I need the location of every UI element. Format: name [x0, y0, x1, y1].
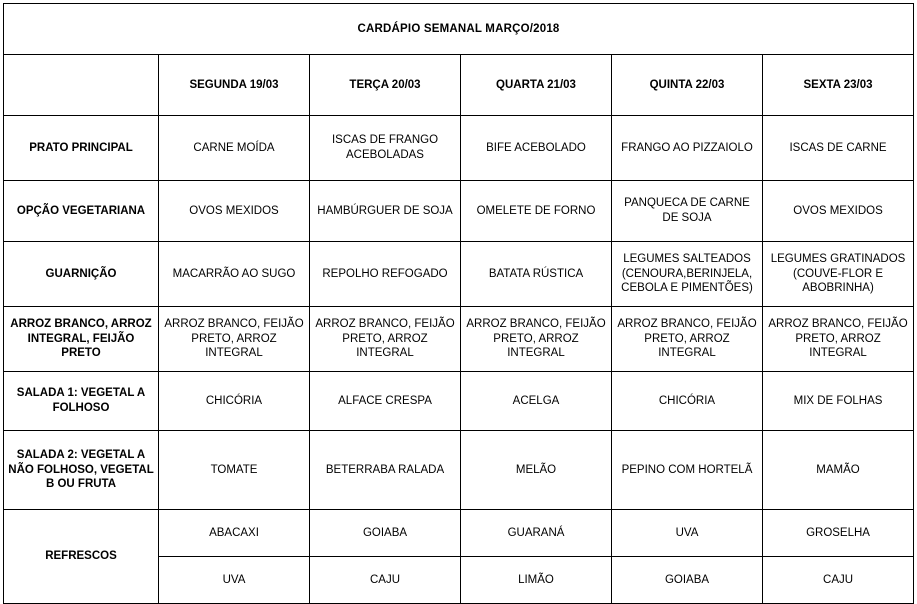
- cell-salada2-friday: MAMÃO: [763, 431, 914, 510]
- cell-vegetariana-friday: OVOS MEXIDOS: [763, 181, 914, 242]
- cell-refresco1-thursday: UVA: [612, 510, 763, 557]
- cell-salada1-thursday: CHICÓRIA: [612, 372, 763, 431]
- cell-refresco2-friday: CAJU: [763, 557, 914, 604]
- cell-guarnicao-monday: MACARRÃO AO SUGO: [159, 242, 310, 307]
- cell-guarnicao-thursday: LEGUMES SALTEADOS (CENOURA,BERINJELA, CEBOLA E PIMENTÕES): [612, 242, 763, 307]
- cell-arroz-friday: ARROZ BRANCO, FEIJÃO PRETO, ARROZ INTEGRAL: [763, 307, 914, 372]
- table-row: [4, 242, 914, 307]
- cell-refresco2-wednesday: LIMÃO: [461, 557, 612, 604]
- cell-vegetariana-monday: OVOS MEXIDOS: [159, 181, 310, 242]
- cell-prato-monday: CARNE MOÍDA: [159, 116, 310, 181]
- cell-prato-wednesday: BIFE ACEBOLADO: [461, 116, 612, 181]
- row-label-prato-principal: PRATO PRINCIPAL: [4, 116, 159, 181]
- menu-document: [0, 3, 917, 590]
- page-title: CARDÁPIO SEMANAL MARÇO/2018: [4, 4, 914, 55]
- column-header-thursday: QUINTA 22/03: [612, 55, 763, 116]
- cell-salada2-thursday: PEPINO COM HORTELÃ: [612, 431, 763, 510]
- row-label-salada-2: SALADA 2: VEGETAL A NÃO FOLHOSO, VEGETAL B OU FRUTA: [4, 431, 159, 510]
- weekly-menu-table: [3, 3, 914, 604]
- title-row: [4, 4, 914, 55]
- row-label-guarnicao: GUARNIÇÃO: [4, 242, 159, 307]
- column-header-monday: SEGUNDA 19/03: [159, 55, 310, 116]
- column-header-friday: SEXTA 23/03: [763, 55, 914, 116]
- cell-guarnicao-friday: LEGUMES GRATINADOS (COUVE-FLOR E ABOBRINHA): [763, 242, 914, 307]
- cell-arroz-tuesday: ARROZ BRANCO, FEIJÃO PRETO, ARROZ INTEGRAL: [310, 307, 461, 372]
- table-corner-cell: [4, 55, 159, 116]
- table-row: [4, 116, 914, 181]
- cell-salada1-tuesday: ALFACE CRESPA: [310, 372, 461, 431]
- row-label-refrescos: REFRESCOS: [4, 510, 159, 604]
- table-row: [4, 307, 914, 372]
- cell-salada1-friday: MIX DE FOLHAS: [763, 372, 914, 431]
- cell-salada1-wednesday: ACELGA: [461, 372, 612, 431]
- cell-vegetariana-tuesday: HAMBÚRGUER DE SOJA: [310, 181, 461, 242]
- table-row: [4, 181, 914, 242]
- cell-refresco2-monday: UVA: [159, 557, 310, 604]
- cell-prato-tuesday: ISCAS DE FRANGO ACEBOLADAS: [310, 116, 461, 181]
- table-row: [4, 510, 914, 557]
- cell-guarnicao-tuesday: REPOLHO REFOGADO: [310, 242, 461, 307]
- cell-refresco1-monday: ABACAXI: [159, 510, 310, 557]
- cell-vegetariana-thursday: PANQUECA DE CARNE DE SOJA: [612, 181, 763, 242]
- cell-arroz-thursday: ARROZ BRANCO, FEIJÃO PRETO, ARROZ INTEGRAL: [612, 307, 763, 372]
- row-label-salada-1: SALADA 1: VEGETAL A FOLHOSO: [4, 372, 159, 431]
- cell-refresco2-thursday: GOIABA: [612, 557, 763, 604]
- cell-salada1-monday: CHICÓRIA: [159, 372, 310, 431]
- cell-vegetariana-wednesday: OMELETE DE FORNO: [461, 181, 612, 242]
- cell-refresco1-wednesday: GUARANÁ: [461, 510, 612, 557]
- cell-salada2-tuesday: BETERRABA RALADA: [310, 431, 461, 510]
- cell-arroz-wednesday: ARROZ BRANCO, FEIJÃO PRETO, ARROZ INTEGRAL: [461, 307, 612, 372]
- cell-prato-friday: ISCAS DE CARNE: [763, 116, 914, 181]
- cell-refresco1-tuesday: GOIABA: [310, 510, 461, 557]
- cell-prato-thursday: FRANGO AO PIZZAIOLO: [612, 116, 763, 181]
- cell-refresco1-friday: GROSELHA: [763, 510, 914, 557]
- cell-guarnicao-wednesday: BATATA RÚSTICA: [461, 242, 612, 307]
- table-row: [4, 372, 914, 431]
- row-label-opcao-vegetariana: OPÇÃO VEGETARIANA: [4, 181, 159, 242]
- table-row: [4, 431, 914, 510]
- header-row: [4, 55, 914, 116]
- column-header-tuesday: TERÇA 20/03: [310, 55, 461, 116]
- row-label-arroz-feijao: ARROZ BRANCO, ARROZ INTEGRAL, FEIJÃO PRETO: [4, 307, 159, 372]
- cell-refresco2-tuesday: CAJU: [310, 557, 461, 604]
- cell-arroz-monday: ARROZ BRANCO, FEIJÃO PRETO, ARROZ INTEGRAL: [159, 307, 310, 372]
- cell-salada2-monday: TOMATE: [159, 431, 310, 510]
- cell-salada2-wednesday: MELÃO: [461, 431, 612, 510]
- column-header-wednesday: QUARTA 21/03: [461, 55, 612, 116]
